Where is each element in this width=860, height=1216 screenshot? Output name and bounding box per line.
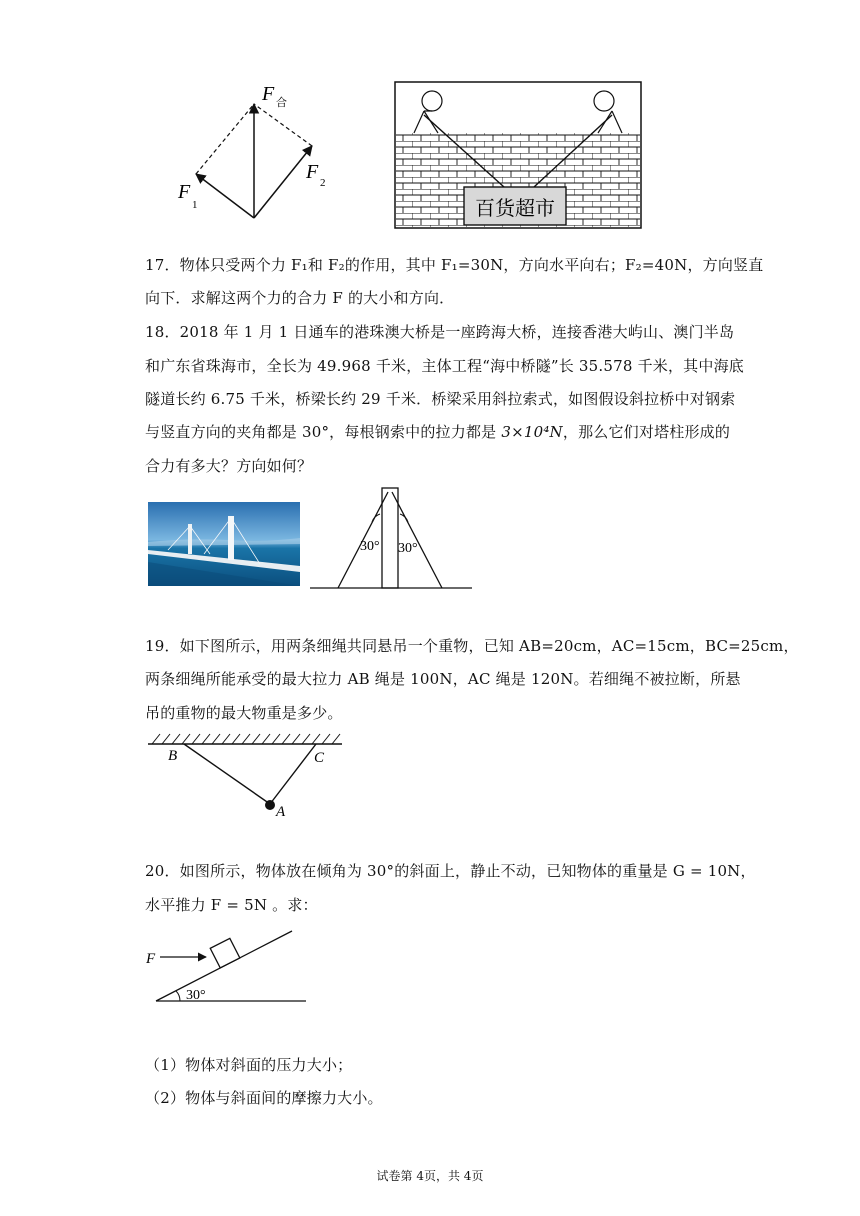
f1-label: F — [178, 181, 191, 203]
f2-arrow — [254, 146, 312, 218]
q18-line2: 和广东省珠海市，全长为 49.968 千米，主体工程“海中桥隧”长 35.578 千米，其中海底 — [145, 357, 744, 375]
rope-suspension-diagram — [146, 730, 346, 820]
weight-point-a — [265, 800, 275, 810]
angle-label: 30° — [186, 988, 206, 1003]
q20-sub1: （1）物体对斜面的压力大小； — [145, 1056, 353, 1074]
store-sign-text: 百货超市 — [475, 196, 555, 220]
dashed-line-right — [254, 104, 312, 146]
q18-line3: 隧道长约 6.75 千米，桥梁长约 29 千米．桥梁采用斜拉索式，如图假设斜拉桥中对钢索 — [145, 390, 736, 408]
store-wall-figure — [394, 81, 644, 231]
page-footer: 试卷第 4页，共 4页 — [376, 1169, 484, 1183]
label-b: B — [168, 748, 178, 764]
q17-line2: 向下．求解这两个力的合力 F 的大小和方向． — [145, 289, 455, 307]
f2-subscript: 2 — [320, 177, 326, 189]
ceiling-hatching — [152, 734, 340, 744]
incline-diagram — [146, 925, 312, 1009]
q20-line1: 20．如图所示，物体放在倾角为 30°的斜面上，静止不动，已知物体的重量是 G = 10N， — [145, 862, 756, 880]
f2-label: F — [306, 161, 319, 183]
bridge-photo — [148, 502, 300, 586]
angle-label-right: 30° — [398, 541, 418, 556]
q20-sub2: （2）物体与斜面间的摩擦力大小。 — [145, 1089, 383, 1107]
q17-line1: 17．物体只受两个力 F₁和 F₂的作用，其中 F₁=30N，方向水平向右；F₂=40N，方向竖直 — [145, 256, 764, 274]
rope-ab — [184, 744, 270, 804]
block — [210, 938, 240, 968]
bridge-tower-2 — [228, 516, 234, 560]
rope-ac — [270, 744, 316, 804]
f1-arrow — [196, 174, 254, 218]
cable-tower-diagram — [308, 486, 474, 592]
q18-line4-formula: 3×10⁴N — [501, 423, 563, 441]
q18-line4-text-a: 与竖直方向的夹角都是 30°，每根钢索中的拉力都是 — [145, 423, 502, 441]
q19-line1: 19．如下图所示，用两条细绳共同悬吊一个重物，已知 AB=20cm，AC=15cm，BC=25cm， — [145, 637, 799, 655]
force-label: F — [146, 951, 156, 967]
q18-line1: 18．2018 年 1 月 1 日通车的港珠澳大桥是一座跨海大桥，连接香港大屿山、澳门半岛 — [145, 323, 735, 341]
q18-line4-text-b: ，那么它们对塔柱形成的 — [562, 423, 731, 441]
force-parallelogram-figure — [170, 78, 340, 233]
f-total-subscript: 合 — [276, 97, 287, 109]
f1-subscript: 1 — [192, 199, 198, 211]
tower — [382, 488, 398, 588]
angle-label-left: 30° — [360, 539, 380, 554]
q18-line4 — [145, 416, 730, 449]
label-c: C — [314, 750, 325, 766]
q18-line5: 合力有多大？方向如何？ — [145, 457, 313, 475]
person-right-head — [594, 91, 614, 111]
q19-line3: 吊的重物的最大物重是多少。 — [145, 704, 343, 722]
dashed-line-left — [196, 104, 254, 174]
angle-arc — [176, 991, 180, 1001]
cable-right — [392, 492, 442, 588]
label-a: A — [276, 804, 286, 820]
f-total-label: F — [262, 83, 275, 105]
person-left-head — [422, 91, 442, 111]
q19-line2: 两条细绳所能承受的最大拉力 AB 绳是 100N，AC 绳是 120N。若细绳不被拉断，所悬 — [145, 670, 741, 688]
q20-line2: 水平推力 F = 5N 。求： — [145, 896, 318, 914]
